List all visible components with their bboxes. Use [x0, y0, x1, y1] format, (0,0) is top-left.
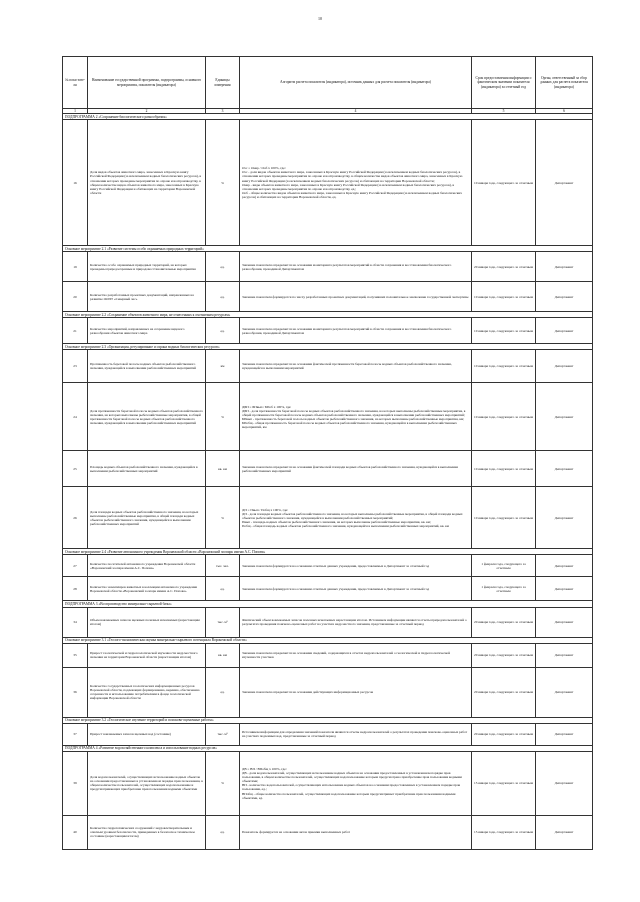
- indicator-name: Прирост геологической и гидрогеологической изученности недр местного значения на территории Воронежской области (нарастающим итогом): [88, 643, 206, 667]
- indicator-unit: кв. км: [206, 451, 240, 487]
- indicator-number: 26: [63, 487, 88, 549]
- indicator-deadline: 20 января года, следующего за отчетным: [472, 252, 536, 282]
- indicator-deadline: 10 января года, следующего за отчетным: [472, 318, 536, 344]
- header-name: Наименование государственной программы, подпрограммы, основного мероприятия, показателя (индикатора): [88, 57, 206, 109]
- indicator-deadline: 15 января года, следующего за отчетным: [472, 815, 536, 849]
- table-row: [63, 723, 593, 745]
- indicator-algorithm: Показатель формируется на основании актов приемки выполненных работ: [240, 815, 472, 849]
- indicator-number: 36: [63, 667, 88, 717]
- table-row: [63, 607, 593, 637]
- table-row: [63, 643, 593, 667]
- indicator-number: 23: [63, 350, 88, 383]
- section-title: ПОДПРОГРАММА 2 «Сохранение биологического разнообразия»: [63, 114, 593, 120]
- indicator-responsible: Департамент: [536, 607, 593, 637]
- indicator-deadline: 1 февраля года, следующего за отчетным: [472, 577, 536, 601]
- indicator-algorithm: Значение показателя определяется на основании мониторинга результатов мероприятий в области сохранения и восстановления биологического разнообразия, проводимой Департаментом: [240, 318, 472, 344]
- table-header-row: [63, 57, 593, 109]
- indicator-responsible: Департамент: [536, 451, 593, 487]
- indicator-name: Количество гидротехнических сооружений с неудовлетворительным и опасным уровнем безопасности, приведенных в безопасное техническое состояние (нарастающим итогом): [88, 815, 206, 849]
- indicator-responsible: Департамент: [536, 643, 593, 667]
- indicator-name: Количество разработанных проектных документаций, направленных на развитие ООПТ «Северный лес»: [88, 282, 206, 312]
- indicator-responsible: Департамент: [536, 487, 593, 549]
- table-row: [63, 555, 593, 577]
- col-number: 4: [240, 109, 472, 114]
- indicator-number: 20: [63, 282, 88, 312]
- indicator-responsible: Департамент: [536, 723, 593, 745]
- indicator-responsible: Департамент: [536, 667, 593, 717]
- indicator-algorithm: Значение показателя определяется на основании действующих информационных ресурсов: [240, 667, 472, 717]
- indicator-unit: тыс. чел.: [206, 555, 240, 577]
- indicator-name: Доля видов объектов животного мира, занесенных в Красную книгу Российской Федерации (за исключением водных биологических ресурсов), в отношении которых проведены мероприятия по охране и воспроизводству, в общем количестве видов объектов животного мира, занесенных в Красную книгу Российской Федерации и обитающих на территории Воронежской области: [88, 120, 206, 246]
- indicator-number: 19: [63, 252, 88, 282]
- indicator-number: 25: [63, 451, 88, 487]
- col-number: 1: [63, 109, 88, 114]
- indicator-algorithm: Значение показателя формируется на основании отчетных данных учреждения, предоставляемых в Департамент за отчетный год: [240, 555, 472, 577]
- indicators-table: [62, 56, 593, 850]
- indicator-number: 39: [63, 751, 88, 815]
- indicator-deadline: 10 января года, следующего за отчетным: [472, 282, 536, 312]
- indicator-responsible: Департамент: [536, 252, 593, 282]
- indicator-algorithm: Значение показателя формируется по числу разработанных проектных документаций, получивших положительное заключение государственной экспертизы: [240, 282, 472, 312]
- indicator-responsible: Департамент: [536, 815, 593, 849]
- indicator-responsible: Департамент: [536, 383, 593, 451]
- section-title: Основное мероприятие 2.2 «Сохранение объектов животного мира, не отнесенных к охотничьим ресурсам»: [63, 312, 593, 318]
- indicator-name: Прирост вовлекаемых запасов щелевых вод (состояние): [88, 723, 206, 745]
- indicator-unit: %: [206, 120, 240, 246]
- table-row: [63, 120, 593, 246]
- indicator-name: Количество экземпляров животных в коллекции автономного учреждения Воронежской области «Воронежский зоопарк имени А.С. Попова»: [88, 577, 206, 601]
- indicator-unit: ед.: [206, 577, 240, 601]
- indicator-unit: %: [206, 487, 240, 549]
- indicator-name: Доля водопользователей, осуществляющих использование водных объектов на основании предоставленных в установленном порядке прав пользования, в общем количестве пользователей, осуществляющих водопользование и предусматривающих приобретение прав пользования водными объектами: [88, 751, 206, 815]
- indicator-algorithm: Значение показателя определяется на основании сведений, содержащихся в отчетах недропользователей о геологической и гидрогеологической изученности участков: [240, 643, 472, 667]
- indicator-algorithm: ДП = Пвып / Побщ x 100%, где: ДП - доля площади водных объектов рыбохозяйственного значения, на которых выполнены рыбохозяйственные мероприятия, в общей площади водных объектов рыбохозяйственного значения, нуждающейся в выполнении рыбохозяйственных мероприятий; Пвып - площадь водных объектов рыбохозяйственного значения, на которых выполнены рыбохозяйственные мероприятия, кв. км; Побщ - общая площадь водных объектов рыбохозяйственного значения, нуждающейся в выполнении рыбохозяйственных мероприятий, кв. км: [240, 487, 472, 549]
- indicator-number: 16: [63, 120, 88, 246]
- indicator-responsible: Департамент: [536, 577, 593, 601]
- table-row: [63, 383, 593, 451]
- header-num: № пока-зате-ля: [63, 57, 88, 109]
- indicator-number: 37: [63, 723, 88, 745]
- section-title: Основное мероприятие 3.2 «Геологическое изучение территорий и поисково-оценочные работы»: [63, 717, 593, 723]
- indicator-deadline: 15 января года, следующего за отчетным: [472, 751, 536, 815]
- indicator-algorithm: Значение показателя определяется на основании мониторинга результатов мероприятий в области сохранения и восстановления биологического разнообразия, проводимой Департаментом: [240, 252, 472, 282]
- indicator-algorithm: Значение показателя определяется на основании фактической площади водных объектов рыбохозяйственного значения, нуждающейся в выполнении рыбохозяйственных мероприятий: [240, 451, 472, 487]
- indicator-unit: %: [206, 751, 240, 815]
- table-row: [63, 318, 593, 344]
- col-number: 6: [536, 109, 593, 114]
- table-row: [63, 815, 593, 849]
- indicator-unit: ед.: [206, 318, 240, 344]
- indicator-deadline: 10 января года, следующего за отчетным: [472, 451, 536, 487]
- table-row: [63, 451, 593, 487]
- indicator-algorithm: Оэс = Омер / Ооб x 100%, где: Оэс - доля видов объектов животного мира, занесенных в Красную книгу Российской Федерации (за исключением водных биологических ресурсов), в отношении которых проведены мероприятия по охране и воспроизводству, в общем количестве видов объектов животного мира, занесенных в Красную книгу Российской Федерации (за исключением водных биологических ресурсов) и обитающих на территории Воронежской области; Омер - виды объектов животного мира, занесенных в Красную книгу Российской Федерации (за исключением водных биологических ресурсов), в отношении которых проведены мероприятия по охране и воспроизводству, ед.; Ооб - общее количество видов объектов животного мира, занесенных в Красную книгу Российской Федерации (за исключением водных биологических ресурсов) и обитающих на территории Воронежской области, ед.: [240, 120, 472, 246]
- indicator-name: Площадь водных объектов рыбохозяйственного значения, нуждающейся в выполнении рыбохозяйственных мероприятий: [88, 451, 206, 487]
- indicator-number: 35: [63, 643, 88, 667]
- indicator-responsible: Департамент: [536, 555, 593, 577]
- indicator-unit: ед.: [206, 815, 240, 849]
- indicator-number: 24: [63, 383, 88, 451]
- indicator-unit: тыс. м³: [206, 723, 240, 745]
- section-title: ПОДПРОГРАММА 3 «Воспроизводство минерально-сырьевой базы»: [63, 601, 593, 607]
- indicator-deadline: 20 января года, следующего за отчетным: [472, 643, 536, 667]
- indicator-deadline: 1 февраля года, следующего за отчетным: [472, 555, 536, 577]
- table-row: [63, 487, 593, 549]
- indicator-name: Количество особо охраняемых природных территорий, на которых проведены природоохранные и природовосстановительные мероприятия: [88, 252, 206, 282]
- indicator-deadline: 10 января года, следующего за отчетным: [472, 383, 536, 451]
- indicator-responsible: Департамент: [536, 318, 593, 344]
- indicator-algorithm: ДВ = ВП / ВПобщ x 100%, где: ДВ - доля водопользователей, осуществляющих использование водных объектов на основании предоставленных в установленном порядке прав пользования, в общем количестве пользователей, осуществляющих водопользование которым предусмотрено приобретение прав пользования водными объектами; ВП - количество водопользователей, осуществляющих использование водных объектов на основании предоставленных в установленном порядке прав пользования, ед.; ВПобщ - общее количество пользователей, осуществляющих водопользование которым предусматривает приобретение прав пользования водными объектами, ед.: [240, 751, 472, 815]
- section-title: Основное мероприятие 2.4 «Развитие автономного учреждения Воронежской области «Воронежский зоопарк имени А.С. Попова»: [63, 549, 593, 555]
- indicator-deadline: 10 января года, следующего за отчетным: [472, 120, 536, 246]
- indicator-algorithm: Значение показателя определяется на основании фактической протяженности береговой полосы водных объектов рыбохозяйственного значения, нуждающейся в выполнении мероприятий: [240, 350, 472, 383]
- indicator-algorithm: Источником информации для определения значений показателя являются отчеты недропользователей о результатах проведения поисково-оценочных работ на участках подземных вод, представленные за отчетный период: [240, 723, 472, 745]
- indicator-number: 28: [63, 577, 88, 601]
- indicator-responsible: Департамент: [536, 751, 593, 815]
- indicator-name: Протяженность береговой полосы водных объектов рыбохозяйственного значения, нуждающейся в выполнении рыбохозяйственных мероприятий: [88, 350, 206, 383]
- indicator-name: Объем вовлекаемых запасов щелевых полезных ископаемых (нарастающим итогом): [88, 607, 206, 637]
- indicator-unit: тыс. м³: [206, 607, 240, 637]
- indicator-unit: %: [206, 383, 240, 451]
- col-number: 3: [206, 109, 240, 114]
- table-body: [63, 114, 593, 850]
- indicator-number: 34: [63, 607, 88, 637]
- indicator-responsible: Департамент: [536, 282, 593, 312]
- indicator-unit: ед.: [206, 252, 240, 282]
- header-unit: Единицы измерения: [206, 57, 240, 109]
- indicator-algorithm: Фактический объем вовлекаемых запасов полезных ископаемых нарастающим итогом. Источником информации являются отчеты природопользователей о результатах проведения поисково-оценочных работ на участках недр местного значения, представленные за отчетный период: [240, 607, 472, 637]
- indicator-deadline: 20 января года, следующего за отчетным: [472, 723, 536, 745]
- indicator-number: 40: [63, 815, 88, 849]
- col-number: 2: [88, 109, 206, 114]
- indicator-deadline: 20 января года, следующего за отчетным: [472, 607, 536, 637]
- indicator-responsible: Департамент: [536, 120, 593, 246]
- table-row: [63, 252, 593, 282]
- table-row: [63, 667, 593, 717]
- col-number: 5: [472, 109, 536, 114]
- indicator-unit: ед.: [206, 282, 240, 312]
- header-responsible: Орган, ответственный за сбор данных для расчета показателя (индикатора): [536, 57, 593, 109]
- section-title: Основное мероприятие 2.1 «Развитие системы особо охраняемых природных территорий»: [63, 246, 593, 252]
- header-deadline: Срок предоставления информации о фактическом значении показателя (индикатора) за отчетный год: [472, 57, 536, 109]
- table-row: [63, 751, 593, 815]
- indicator-responsible: Департамент: [536, 350, 593, 383]
- indicator-name: Доля площади водных объектов рыбохозяйственного значения, на которых выполнены рыбохозяйственные мероприятия, в общей площади водных объектов рыбохозяйственного значения, нуждающейся в выполнении рыбохозяйственных мероприятий: [88, 487, 206, 549]
- indicator-unit: км: [206, 350, 240, 383]
- table-row: [63, 577, 593, 601]
- indicator-deadline: 20 января года, следующего за отчетным: [472, 667, 536, 717]
- indicator-name: Количество мероприятий, направленных на сохранение видового разнообразия объектов животного мира: [88, 318, 206, 344]
- indicator-unit: ед.: [206, 667, 240, 717]
- indicator-algorithm: ДБП = БПвып / БПоб x 100%, где: ДБП - доля протяженности береговой полосы водных объектов рыбохозяйственного значения, на которых выполнены рыбохозяйственные мероприятия, в общей протяженности береговой полосы водных объектов рыбохозяйственного значения, нуждающейся в выполнении рыбохозяйственных мероприятий; БПвып - протяженность береговой полосы водных объектов рыбохозяйственного значения, на которых выполнены рыбохозяйственные мероприятия, км; БПобщ - общая протяженность береговой полосы водных объектов рыбохозяйственного значения, нуждающейся в выполнении рыбохозяйственных мероприятий, км: [240, 383, 472, 451]
- section-title: Основное мероприятие 2.3 «Организация, регулирование и охрана водных биологических ресурсов»: [63, 344, 593, 350]
- indicator-algorithm: Значение показателя формируется на основании отчетных данных учреждения, предоставляемых в Департамент за отчетный год: [240, 577, 472, 601]
- indicator-number: 21: [63, 318, 88, 344]
- indicator-deadline: 10 января года, следующего за отчетным: [472, 350, 536, 383]
- indicator-unit: кв. км: [206, 643, 240, 667]
- page-number: 10: [318, 16, 322, 21]
- indicator-name: Количество государственных геологических информационных ресурсов Воронежской области, подлежащих формированию, ведению, обеспечению сохранности и использованию потребителями в фонде геологической информации Воронежской области: [88, 667, 206, 717]
- section-title: Основное мероприятие 3.1 «Геолого-экономическая оценка минерально-сырьевого потенциала Воронежской области»: [63, 637, 593, 643]
- table-row: [63, 282, 593, 312]
- table-row: [63, 350, 593, 383]
- section-title: ПОДПРОГРАММА 4 «Развитие водохозяйственного комплекса и использование водных ресурсов»: [63, 745, 593, 751]
- indicator-deadline: 10 января года, следующего за отчетным: [472, 487, 536, 549]
- indicator-name: Количество посетителей автономного учреждения Воронежской области «Воронежский зоопарк имени А.С. Попова»: [88, 555, 206, 577]
- indicator-name: Доля протяженности береговой полосы водных объектов рыбохозяйственного значения, на которых выполнены рыбохозяйственные мероприятия, в общей протяженности береговой полосы водных объектов рыбохозяйственного значения, нуждающейся в выполнении рыбохозяйственных мероприятий: [88, 383, 206, 451]
- indicator-number: 27: [63, 555, 88, 577]
- header-algorithm: Алгоритм расчета показателя (индикатора), источник данных для расчета показателя (индикатора): [240, 57, 472, 109]
